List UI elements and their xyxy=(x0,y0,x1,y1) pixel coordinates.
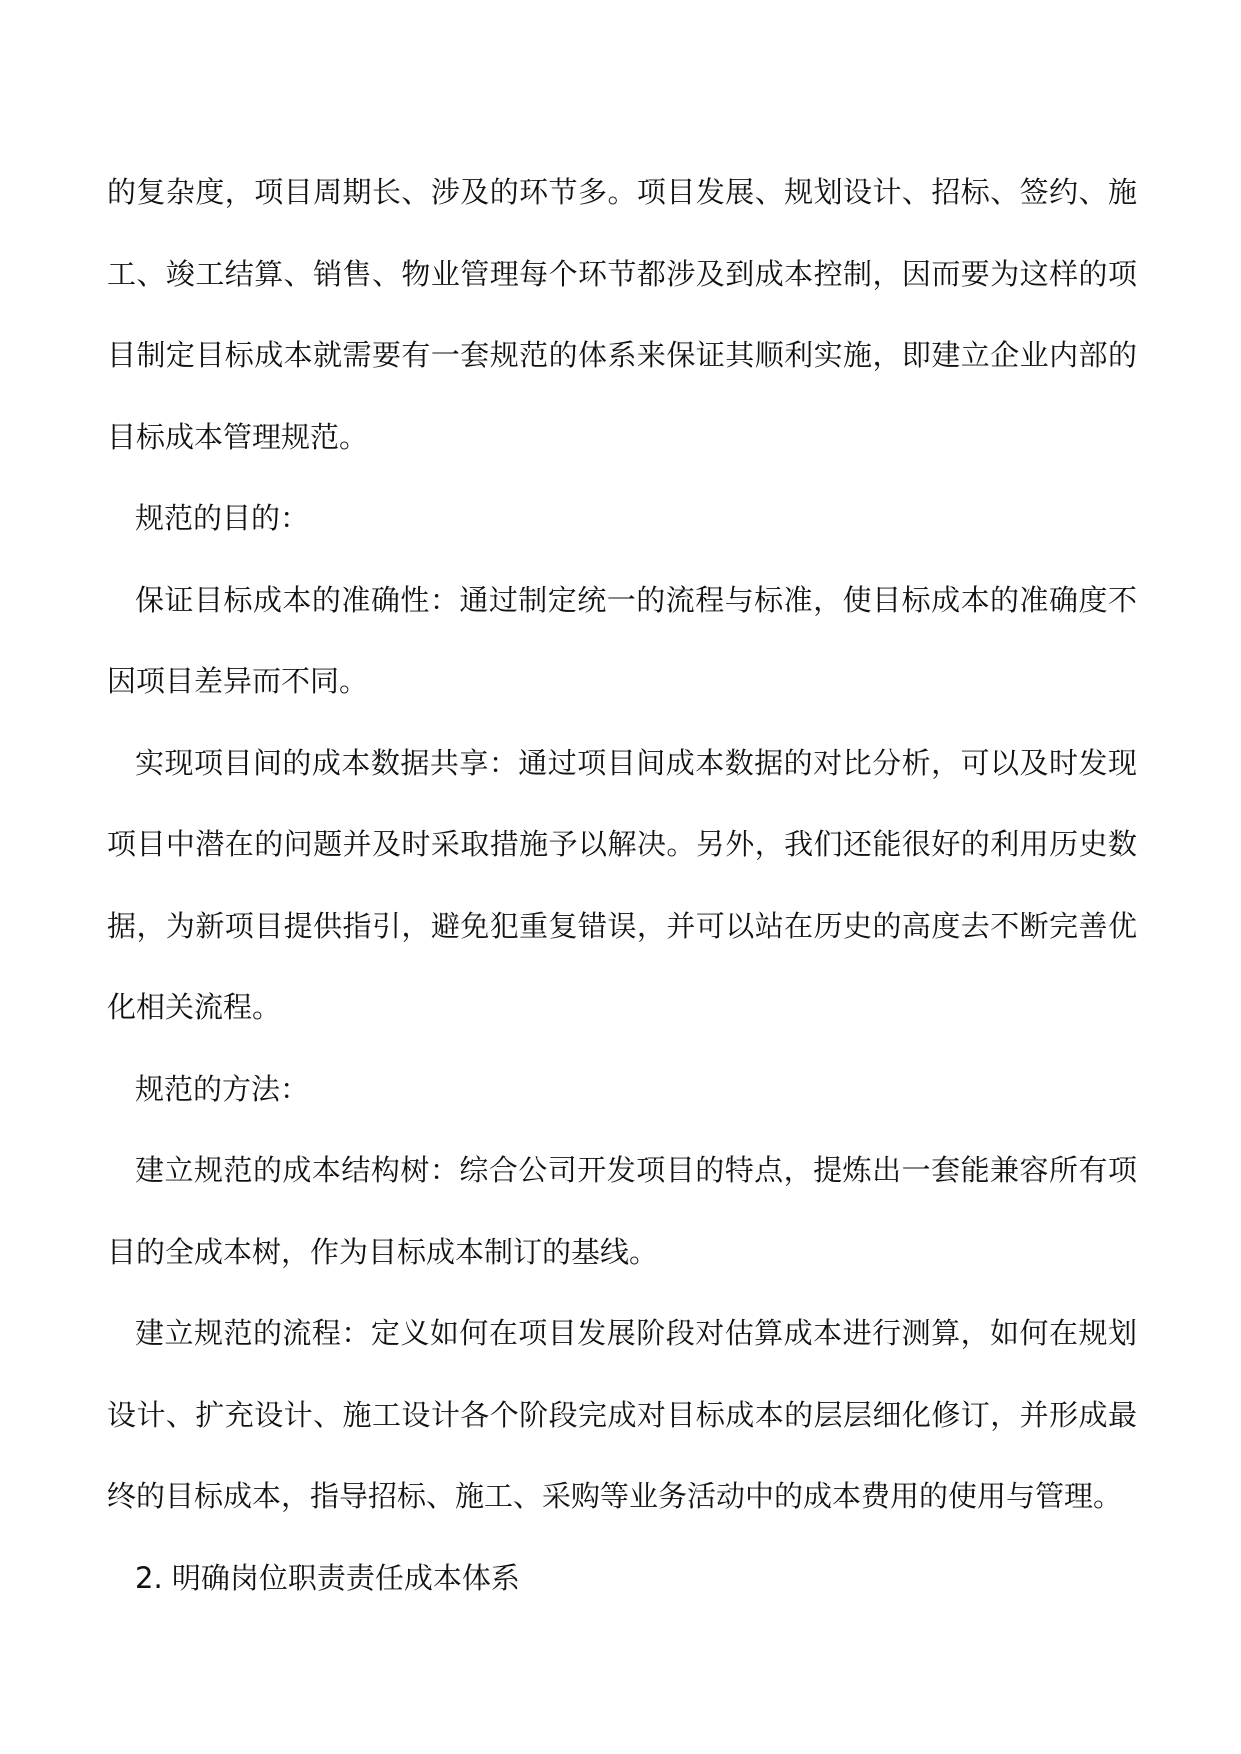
paragraph-continuation: 的复杂度，项目周期长、涉及的环节多。项目发展、规划设计、招标、签约、施工、竣工结算、销售、物业管理每个环节都涉及到成本控制，因而要为这样的项目制定目标成本就需要有一套规范的体系来保证其顺利实施，即建立企业内部的目标成本管理规范。 xyxy=(107,175,1137,454)
heading-method: 规范的方法： xyxy=(135,1071,310,1106)
paragraph-cost-tree: 建立规范的成本结构树：综合公司开发项目的特点，提炼出一套能兼容所有项目的全成本树，作为目标成本制订的基线。 xyxy=(107,1153,1137,1269)
section-heading-2: 2. 明确岗位职责责任成本体系 xyxy=(135,1560,520,1595)
paragraph-process: 建立规范的流程：定义如何在项目发展阶段对估算成本进行测算，如何在规划设计、扩充设计、施工设计各个阶段完成对目标成本的层层细化修订，并形成最终的目标成本，指导招标、施工、采购等业务活动中的成本费用的使用与管理。 xyxy=(107,1316,1137,1513)
document-body xyxy=(107,152,1137,1619)
paragraph-data-sharing: 实现项目间的成本数据共享：通过项目间成本数据的对比分析，可以及时发现项目中潜在的问题并及时采取措施予以解决。另外，我们还能很好的利用历史数据，为新项目提供指引，避免犯重复错误，并可以站在历史的高度去不断完善优化相关流程。 xyxy=(107,745,1137,1024)
paragraph-accuracy: 保证目标成本的准确性：通过制定统一的流程与标准，使目标成本的准确度不因项目差异而不同。 xyxy=(107,582,1137,698)
heading-purpose: 规范的目的： xyxy=(135,501,310,535)
